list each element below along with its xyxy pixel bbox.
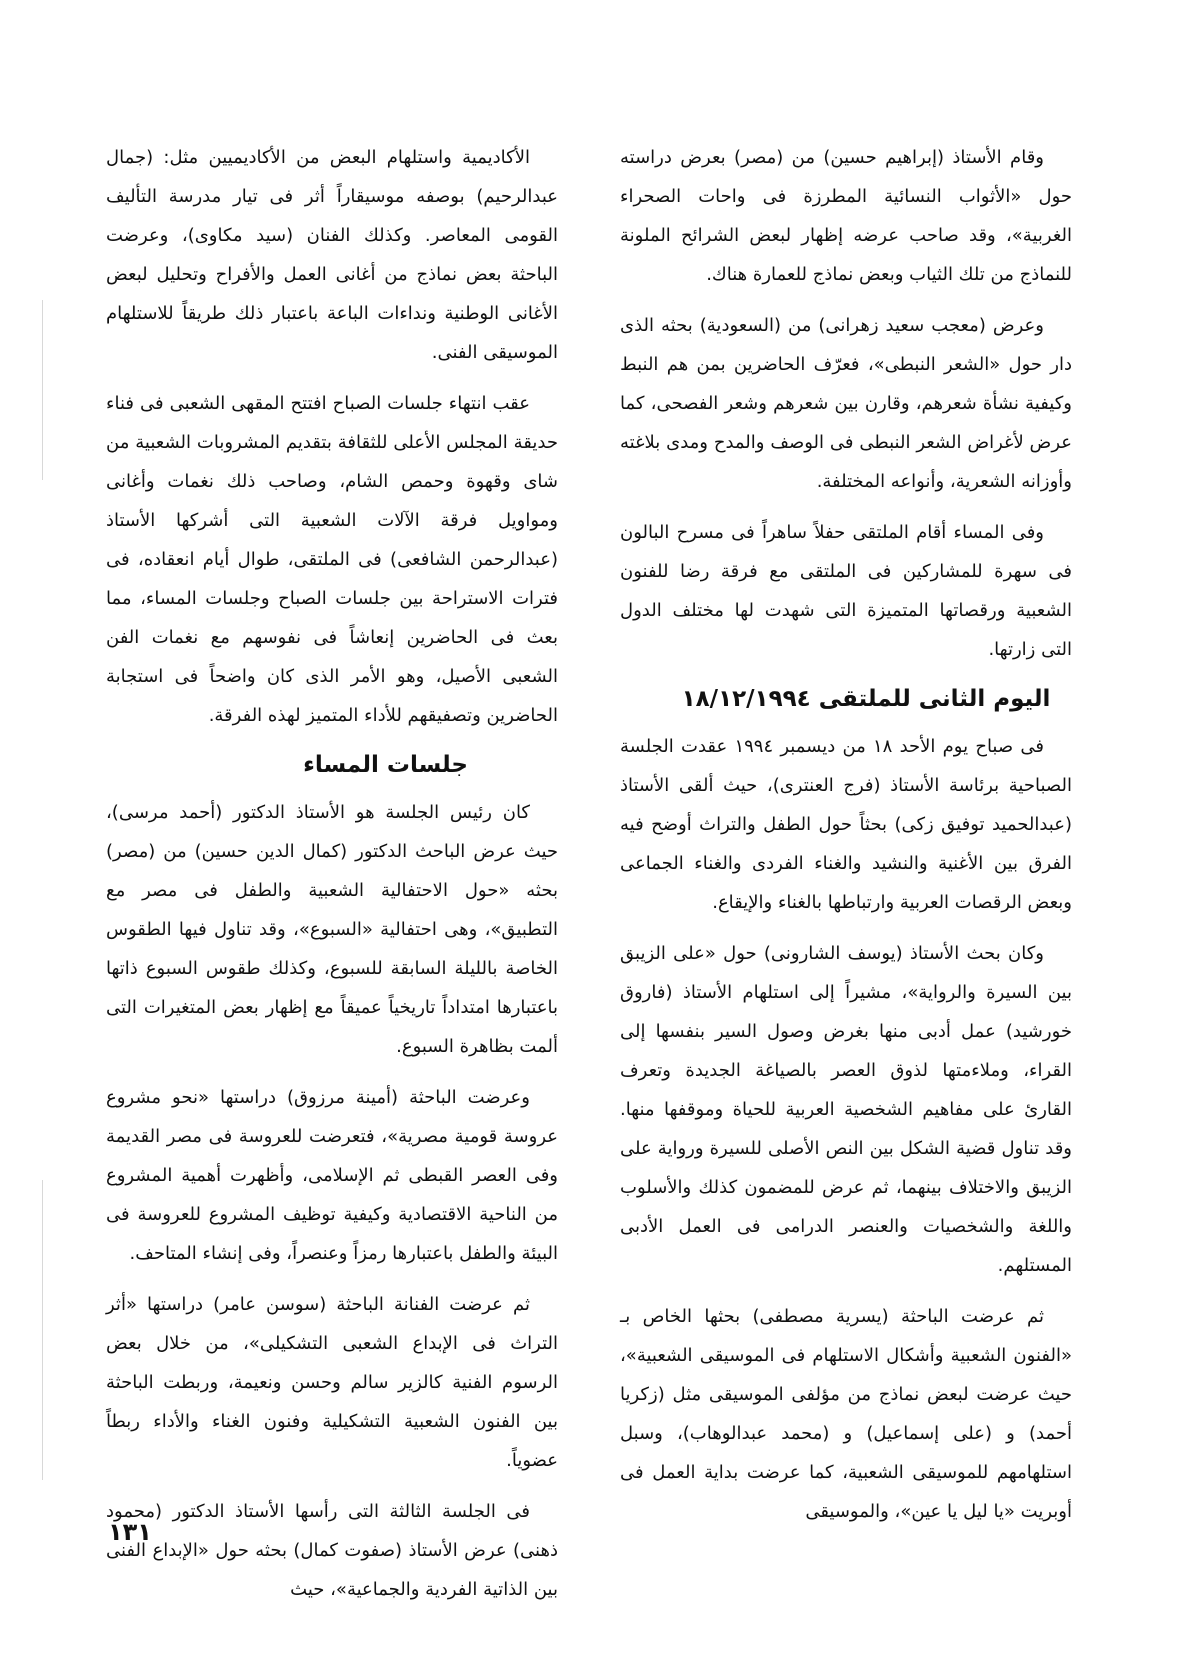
paragraph-morning-session: فى صباح يوم الأحد ١٨ من ديسمبر ١٩٩٤ عقدت الجلسة الصباحية برئاسة الأستاذ (فرج العنترى)، حيث ألقى الأستاذ (عبدالحميد توفيق زكى) بحثاً حول الطفل والتراث أوضح فيه الفرق بين الأغنية والنشيد والغناء الفردى والغناء الجماعى وبعض الرقصات العربية وارتباطها بالغناء والإيقاع. bbox=[620, 736, 1072, 913]
paragraph-folk-music: ثم عرضت الباحثة (يسرية مصطفى) بحثها الخاص بـ «الفنون الشعبية وأشكال الاستلهام فى الموسيقى الشعبية»، حيث عرضت لبعض نماذج من مؤلفى الموسيقى مثل (زكريا أحمد) و (على إسماعيل) و (محمد عبدالوهاب)، وسبل استلهامهم للموسيقى الشعبية، كما عرضت بداية العمل فى أوبريت «يا ليل يا عين»، والموسيقى bbox=[620, 1306, 1072, 1522]
section-heading-evening-sessions: جلسات المساء bbox=[303, 752, 468, 778]
paragraph-ali-zaibaq: وكان بحث الأستاذ (يوسف الشارونى) حول «على الزيبق بين السيرة والرواية»، مشيراً إلى استلهام الأستاذ (فاروق خورشيد) عمل أدبى منها بغرض وصول السير بنفسها إلى القراء، وملاءمتها لذوق العصر بالصياغة الجديدة وتعرف القارئ على مفاهيم الشخصية العربية للحياة وموقفها منها. وقد تناول قضية الشكل بين النص الأصلى للسيرة ورواية على الزيبق والاختلاف بينهما، ثم عرض للمضمون كذلك والأسلوب واللغة والشخصيات والعنصر الدرامى فى العمل الأدبى المستلهم. bbox=[620, 943, 1072, 1276]
paragraph-nabati-poetry: وعرض (معجب سعيد زهرانى) من (السعودية) بحثه الذى دار حول «الشعر النبطى»، فعرّف الحاضرين بمن هم النبط وكيفية نشأة شعرهم، وقارن بين شعرهم وشعر الفصحى، كما عرض لأغراض الشعر النبطى فى الوصف والمدح ومدى بلاغته وأوزانه الشعرية، وأنواعه المختلفة. bbox=[620, 315, 1072, 492]
paragraph-sebou-ritual: كان رئيس الجلسة هو الأستاذ الدكتور (أحمد مرسى)، حيث عرض الباحث الدكتور (كمال الدين حسين) من (مصر) بحثه «حول الاحتفالية الشعبية والطفل فى مصر مع التطبيق»، وهى احتفالية «السبوع»، وقد تناول فيها الطقوس الخاصة بالليلة السابقة للسبوع، وكذلك طقوس السبوع ذاتها باعتبارها امتداداً تاريخياً عميقاً مع إظهار بعض المتغيرات التى ألمت بظاهرة السبوع. bbox=[106, 802, 558, 1057]
paragraph-evening-concert: وفى المساء أقام الملتقى حفلاً ساهراً فى مسرح البالون فى سهرة للمشاركين فى الملتقى مع فرقة رضا للفنون الشعبية ورقصاتها المتميزة التى شهدت لها مختلف الدول التى زارتها. bbox=[620, 522, 1072, 660]
paragraph-ibrahim-hussein: وقام الأستاذ (إبراهيم حسين) من (مصر) بعرض دراسته حول «الأثواب النسائية المطرزة فى واحات الصحراء الغربية»، وقد صاحب عرضه إظهار لبعض الشرائح الملونة للنماذج من تلك الثياب وبعض نماذج للعمارة هناك. bbox=[620, 147, 1072, 285]
paragraph-academic-music: الأكاديمية واستلهام البعض من الأكاديميين مثل: (جمال عبدالرحيم) بوصفه موسيقاراً أثر فى تيار مدرسة التأليف القومى المعاصر. وكذلك الفنان (سيد مكاوى)، وعرضت الباحثة بعض نماذج من أغانى العمل والأفراح وتحليل لبعض الأغانى الوطنية ونداءات الباعة باعتبار ذلك طريقاً للاستلهام الموسيقى الفنى. bbox=[106, 147, 558, 363]
page-number: ١٣١ bbox=[108, 1518, 152, 1546]
left-column bbox=[106, 138, 558, 1621]
scan-edge-mark-bottom bbox=[42, 1180, 43, 1480]
right-column bbox=[620, 138, 1072, 1543]
paragraph-puppet-project: وعرضت الباحثة (أمينة مرزوق) دراستها «نحو مشروع عروسة قومية مصرية»، فتعرضت للعروسة فى مصر القديمة وفى العصر القبطى ثم الإسلامى، وأظهرت أهمية المشروع من الناحية الاقتصادية وكيفية توظيف المشروع للعروسة فى البيئة والطفل باعتبارها رمزاً وعنصراً، وفى إنشاء المتاحف. bbox=[106, 1087, 558, 1264]
section-heading-day-two: اليوم الثانى للملتقى ١٨/١٢/١٩٩٤ bbox=[681, 686, 1051, 712]
paragraph-folk-cafe: عقب انتهاء جلسات الصباح افتتح المقهى الشعبى فى فناء حديقة المجلس الأعلى للثقافة بتقديم المشروبات الشعبية من شاى وقهوة وحمص الشام، وصاحب ذلك نغمات وأغانى ومواويل فرقة الآلات الشعبية التى أشركها الأستاذ (عبدالرحمن الشافعى) فى الملتقى، طوال أيام انعقاده، فى فترات الاستراحة بين جلسات الصباح وجلسات المساء، مما بعث فى الحاضرين إنعاشاً فى نفوسهم مع نغمات الفن الشعبى الأصيل، وهو الأمر الذى كان واضحاً فى استجابة الحاضرين وتصفيقهم للأداء المتميز لهذه الفرقة. bbox=[106, 393, 558, 726]
paragraph-third-session: فى الجلسة الثالثة التى رأسها الأستاذ الدكتور (محمود ذهنى) عرض الأستاذ (صفوت كمال) بحثه حول «الإبداع الفنى بين الذاتية الفردية والجماعية»، حيث bbox=[106, 1501, 558, 1600]
scan-edge-mark-top bbox=[42, 300, 43, 480]
paragraph-visual-arts: ثم عرضت الفنانة الباحثة (سوسن عامر) دراستها «أثر التراث فى الإبداع الشعبى التشكيلى»، من خلال بعض الرسوم الفنية كالزير سالم وحسن ونعيمة، وربطت الباحثة بين الفنون الشعبية التشكيلية وفنون الغناء والأداء ربطاً عضوياً. bbox=[106, 1294, 558, 1471]
